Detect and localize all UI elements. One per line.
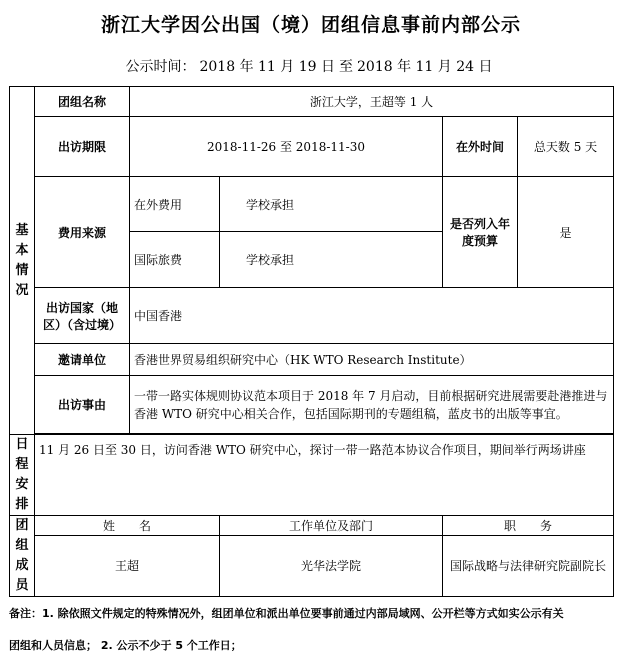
annual-budget-label: 是否列入年度预算 <box>443 177 518 288</box>
visit-period-label: 出访期限 <box>35 117 130 177</box>
members-section-label: 团组成员 <box>10 516 35 597</box>
visit-reason-value: 一带一路实体规则协议范本项目于 2018 年 7 月启动，目前根据研究进展需要赴港推进与香港 WTO 研究中心相关合作，包括国际期刊的专题组稿，蓝皮书的出版等事宜。 <box>130 376 614 434</box>
time-abroad-value: 总天数 5 天 <box>518 117 614 177</box>
annual-budget-value: 是 <box>518 177 614 288</box>
basic-info-section-label: 基本情况 <box>10 87 35 435</box>
member-header-name: 姓 名 <box>35 516 220 536</box>
member-header-unit: 工作单位及部门 <box>220 516 443 536</box>
member-row <box>10 535 614 596</box>
visit-period-value: 2018-11-26 至 2018-11-30 <box>130 117 443 177</box>
time-abroad-label: 在外时间 <box>443 117 518 177</box>
funding-source-label: 费用来源 <box>35 177 130 288</box>
abroad-cost-label: 在外费用 <box>130 177 220 232</box>
destination-label: 出访国家（地区）（含过境） <box>35 288 130 344</box>
group-name-label: 团组名称 <box>35 87 130 117</box>
member-name: 王超 <box>35 535 220 596</box>
publicity-period <box>0 56 622 76</box>
period-prefix: 公示时间： <box>125 59 196 75</box>
page-title: 浙江大学因公出国（境）团组信息事前内部公示 <box>100 14 521 36</box>
schedule-section-label: 日程安排 <box>10 435 35 516</box>
destination-value: 中国香港 <box>130 288 614 344</box>
travel-cost-label: 国际旅费 <box>130 232 220 288</box>
inviter-label: 邀请单位 <box>35 344 130 376</box>
inviter-value: 香港世界贸易组织研究中心（HK WTO Research Institute） <box>130 344 614 376</box>
remarks <box>9 598 619 662</box>
period-end: 2018 年 11 月 24 日 <box>357 59 493 75</box>
abroad-cost-value: 学校承担 <box>220 177 443 232</box>
schedule-text: 11 月 26 日至 30 日，访问香港 WTO 研究中心，探讨一带一路范本协议合作项目，期间举行两场讲座 <box>35 435 614 516</box>
member-unit: 光华法学院 <box>220 535 443 596</box>
visit-reason-label: 出访事由 <box>35 376 130 434</box>
member-header-position: 职 务 <box>443 516 614 536</box>
member-position: 国际战略与法律研究院副院长 <box>443 535 614 596</box>
remarks-line-1: 备注：1. 除依照文件规定的特殊情况外，组团单位和派出单位要事前通过内部局域网、公开栏等方式如实公示有关 <box>9 607 564 620</box>
period-separator: 至 <box>339 59 353 75</box>
remarks-line-2: 团组和人员信息； 2. 公示不少于 5 个工作日； <box>9 639 242 652</box>
info-table <box>9 86 614 597</box>
period-start: 2018 年 11 月 19 日 <box>199 59 335 75</box>
travel-cost-value: 学校承担 <box>220 232 443 288</box>
group-name-value: 浙江大学，王超等 1 人 <box>130 87 614 117</box>
